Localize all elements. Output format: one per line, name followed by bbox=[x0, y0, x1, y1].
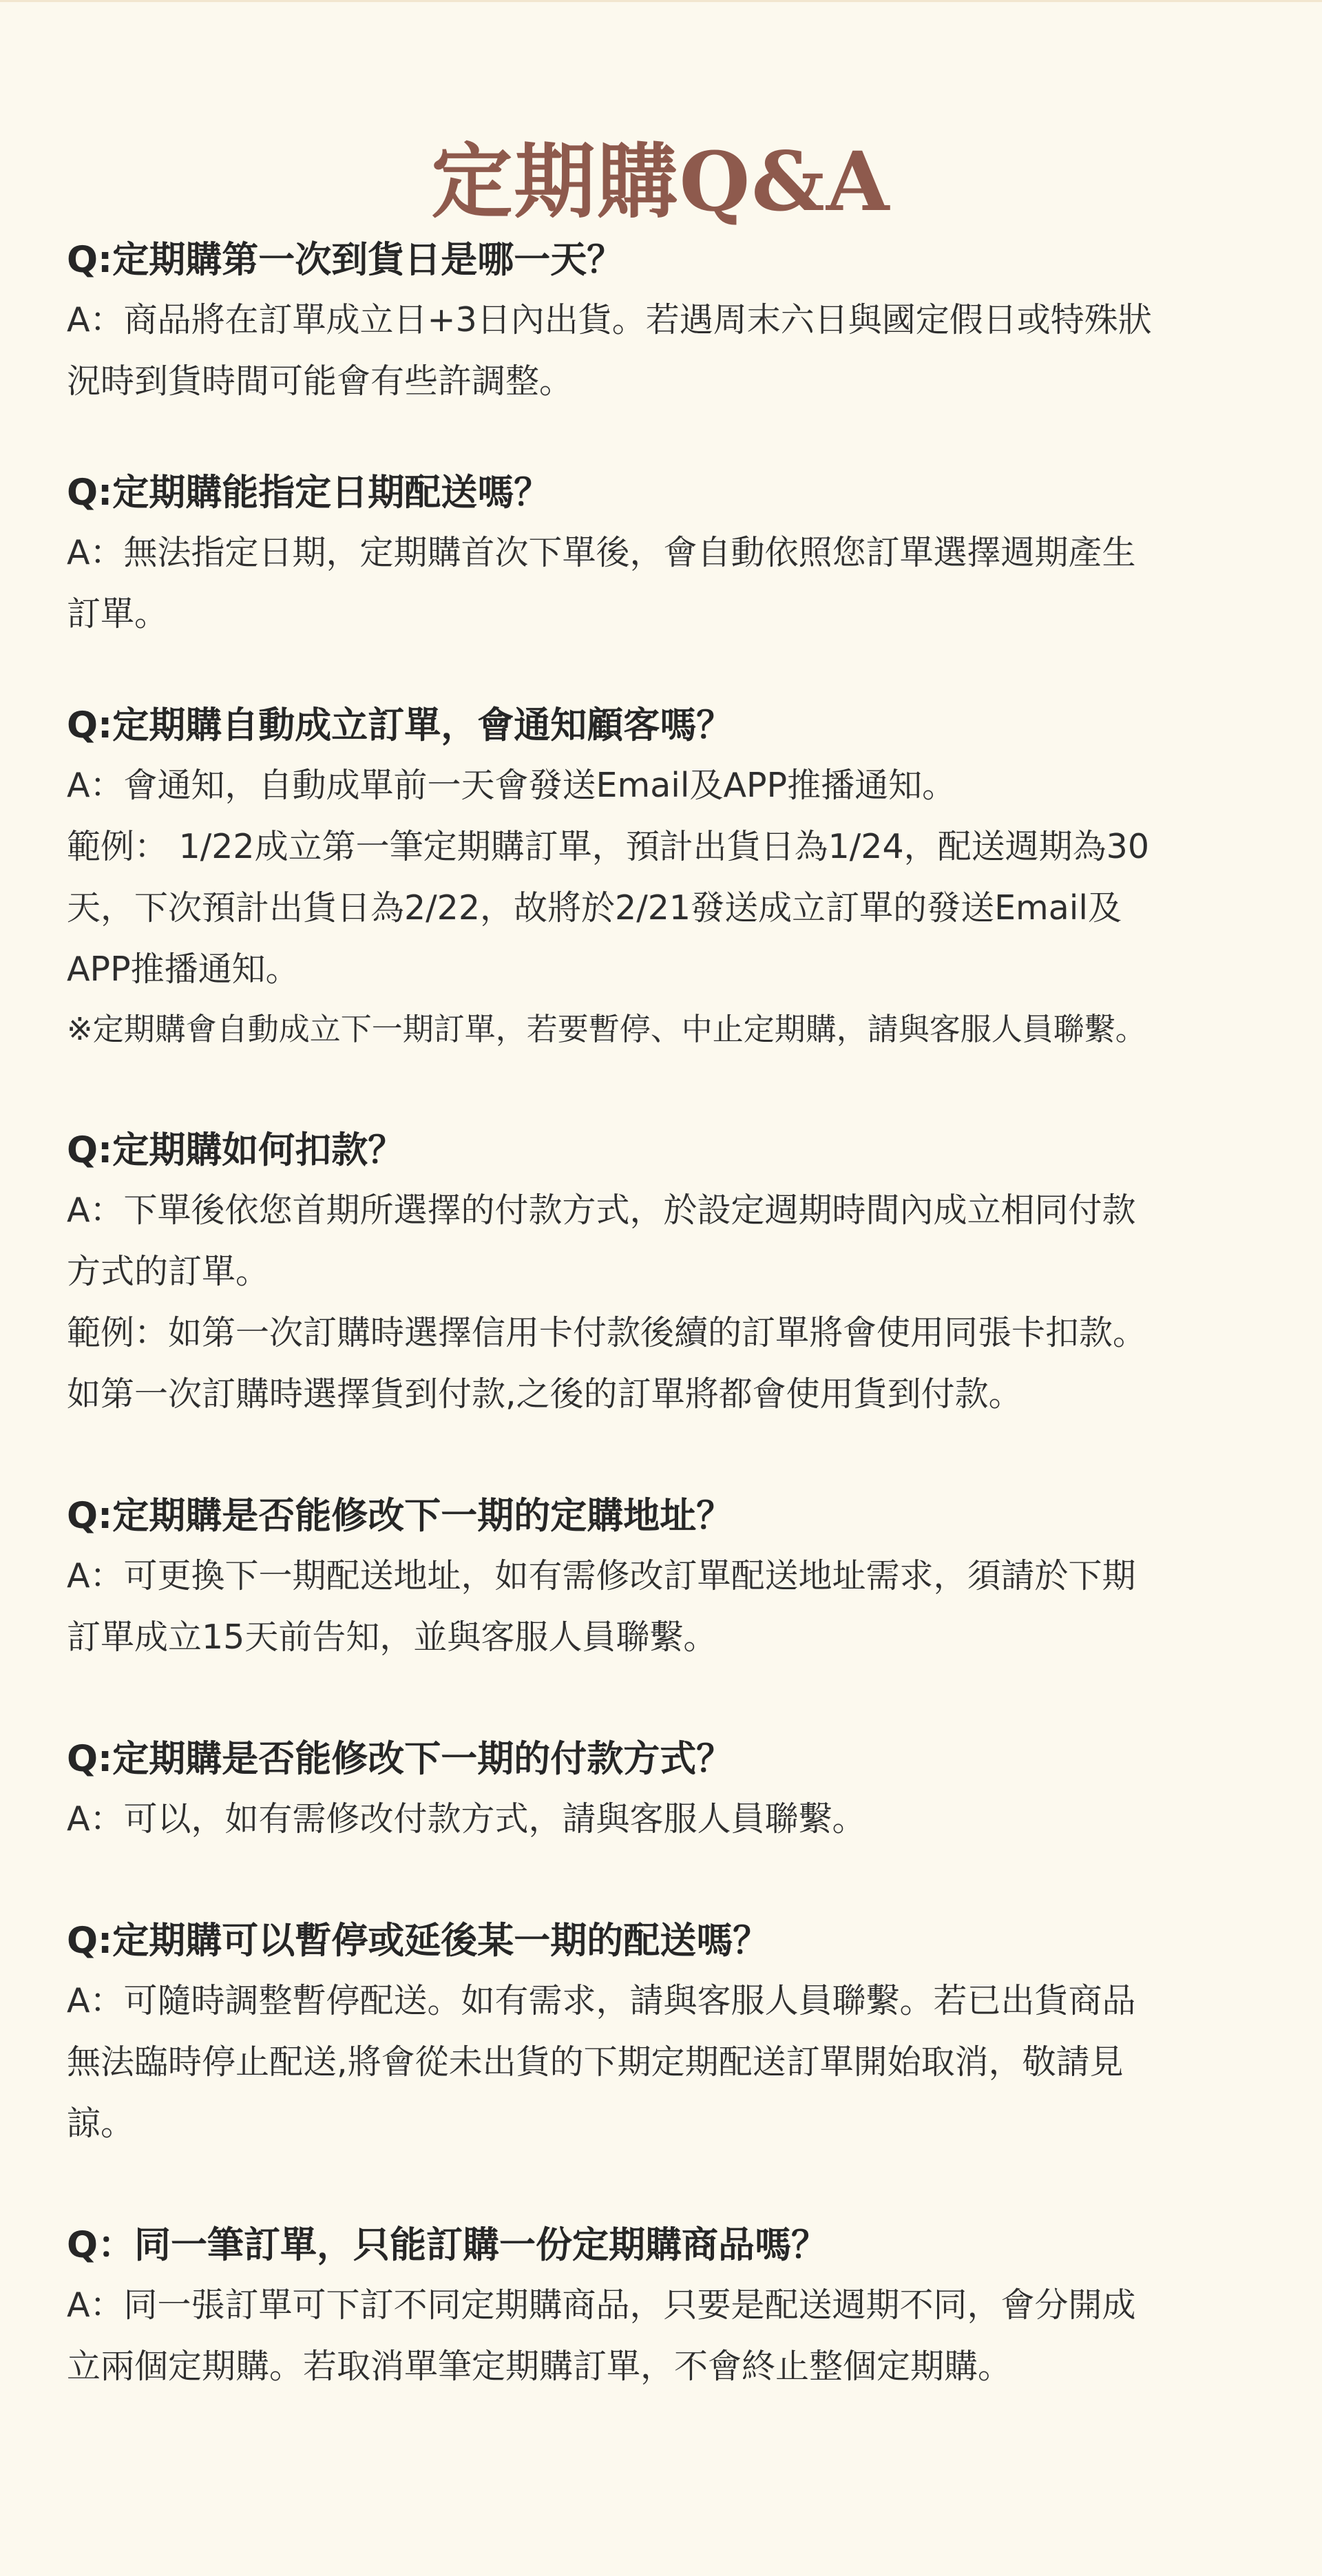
spacer bbox=[67, 2154, 1265, 2219]
question: Q:定期購自動成立訂單，會通知顧客嗎？ bbox=[67, 704, 733, 746]
question: Q:定期購能指定日期配送嗎？ bbox=[67, 472, 551, 514]
answer-line: APP推播通知。 bbox=[67, 950, 300, 989]
qa-item-multiple-products bbox=[67, 2219, 1265, 2397]
question: Q:定期購第一次到貨日是哪一天？ bbox=[67, 239, 624, 281]
answer-line: A：下單後依您首期所選擇的付款方式，於設定週期時間內成立相同付款 bbox=[67, 1191, 1136, 1230]
question: Q:定期購是否能修改下一期的付款方式？ bbox=[67, 1738, 733, 1780]
note-line: ※定期購會自動成立下一期訂單，若要暫停、中止定期購，請與客服人員聯繫。 bbox=[67, 1011, 1146, 1047]
answer-line: 無法臨時停止配送,將會從未出貨的下期定期配送訂單開始取消，敬請見 bbox=[67, 2042, 1124, 2082]
answer-line: A：商品將在訂單成立日+3日內出貨。若遇周末六日與國定假日或特殊狀 bbox=[67, 300, 1152, 339]
answer-line: 範例：如第一次訂購時選擇信用卡付款後續的訂單將會使用同張卡扣款。 bbox=[67, 1313, 1147, 1352]
spacer bbox=[67, 1668, 1265, 1733]
answer-line: A：可以，如有需修改付款方式，請與客服人員聯繫。 bbox=[67, 1799, 866, 1839]
answer-line: A：可隨時調整暫停配送。如有需求，請與客服人員聯繫。若已出貨商品 bbox=[67, 1981, 1136, 2020]
question: Q:定期購是否能修改下一期的定購地址？ bbox=[67, 1495, 733, 1537]
qa-item-change-address bbox=[67, 1490, 1265, 1668]
answer-line: 方式的訂單。 bbox=[67, 1252, 270, 1291]
answer-line: A：可更換下一期配送地址，如有需修改訂單配送地址需求，須請於下期 bbox=[67, 1556, 1136, 1595]
question: Q：同一筆訂單，只能訂購一份定期購商品嗎？ bbox=[67, 2224, 828, 2266]
top-divider bbox=[0, 0, 1322, 2]
qa-item-pause-delivery bbox=[67, 1915, 1265, 2154]
answer-line: 範例： 1/22成立第一筆定期購訂單，預計出貨日為1/24，配送週期為30 bbox=[67, 827, 1149, 866]
page-title: 定期購Q&A bbox=[431, 134, 891, 230]
answer-line: A：同一張訂單可下訂不同定期購商品，只要是配送週期不同，會分開成 bbox=[67, 2285, 1136, 2325]
answer-line: 訂單。 bbox=[67, 594, 169, 633]
question: Q:定期購如何扣款？ bbox=[67, 1129, 405, 1171]
answer-line: 諒。 bbox=[67, 2104, 135, 2143]
qa-item-first-delivery bbox=[67, 234, 1265, 412]
answer-line: 況時到貨時間可能會有些許調整。 bbox=[67, 362, 574, 401]
qa-item-payment bbox=[67, 1124, 1265, 1425]
answer-line: 訂單成立15天前告知，並與客服人員聯繫。 bbox=[67, 1617, 717, 1657]
answer-line: A：會通知，自動成單前一天會發送Email及APP推播通知。 bbox=[67, 766, 956, 805]
spacer bbox=[67, 1850, 1265, 1915]
qa-item-specify-date bbox=[67, 467, 1265, 645]
qa-list bbox=[67, 234, 1265, 2397]
answer-line: 立兩個定期購。若取消單筆定期購訂單，不會終止整個定期購。 bbox=[67, 2347, 1012, 2386]
answer-line: 如第一次訂購時選擇貨到付款,之後的訂單將都會使用貨到付款。 bbox=[67, 1374, 1022, 1414]
question: Q:定期購可以暫停或延後某一期的配送嗎？ bbox=[67, 1920, 770, 1962]
spacer bbox=[67, 1425, 1265, 1490]
spacer bbox=[67, 412, 1265, 467]
answer-line: A：無法指定日期，定期購首次下單後，會自動依照您訂單選擇週期產生 bbox=[67, 533, 1136, 572]
spacer bbox=[67, 1059, 1265, 1124]
spacer bbox=[67, 645, 1265, 700]
answer-line: 天，下次預計出貨日為2/22，故將於2/21發送成立訂單的發送Email及 bbox=[67, 888, 1122, 928]
qa-item-change-payment bbox=[67, 1733, 1265, 1850]
qa-item-auto-order-notify bbox=[67, 700, 1265, 1059]
